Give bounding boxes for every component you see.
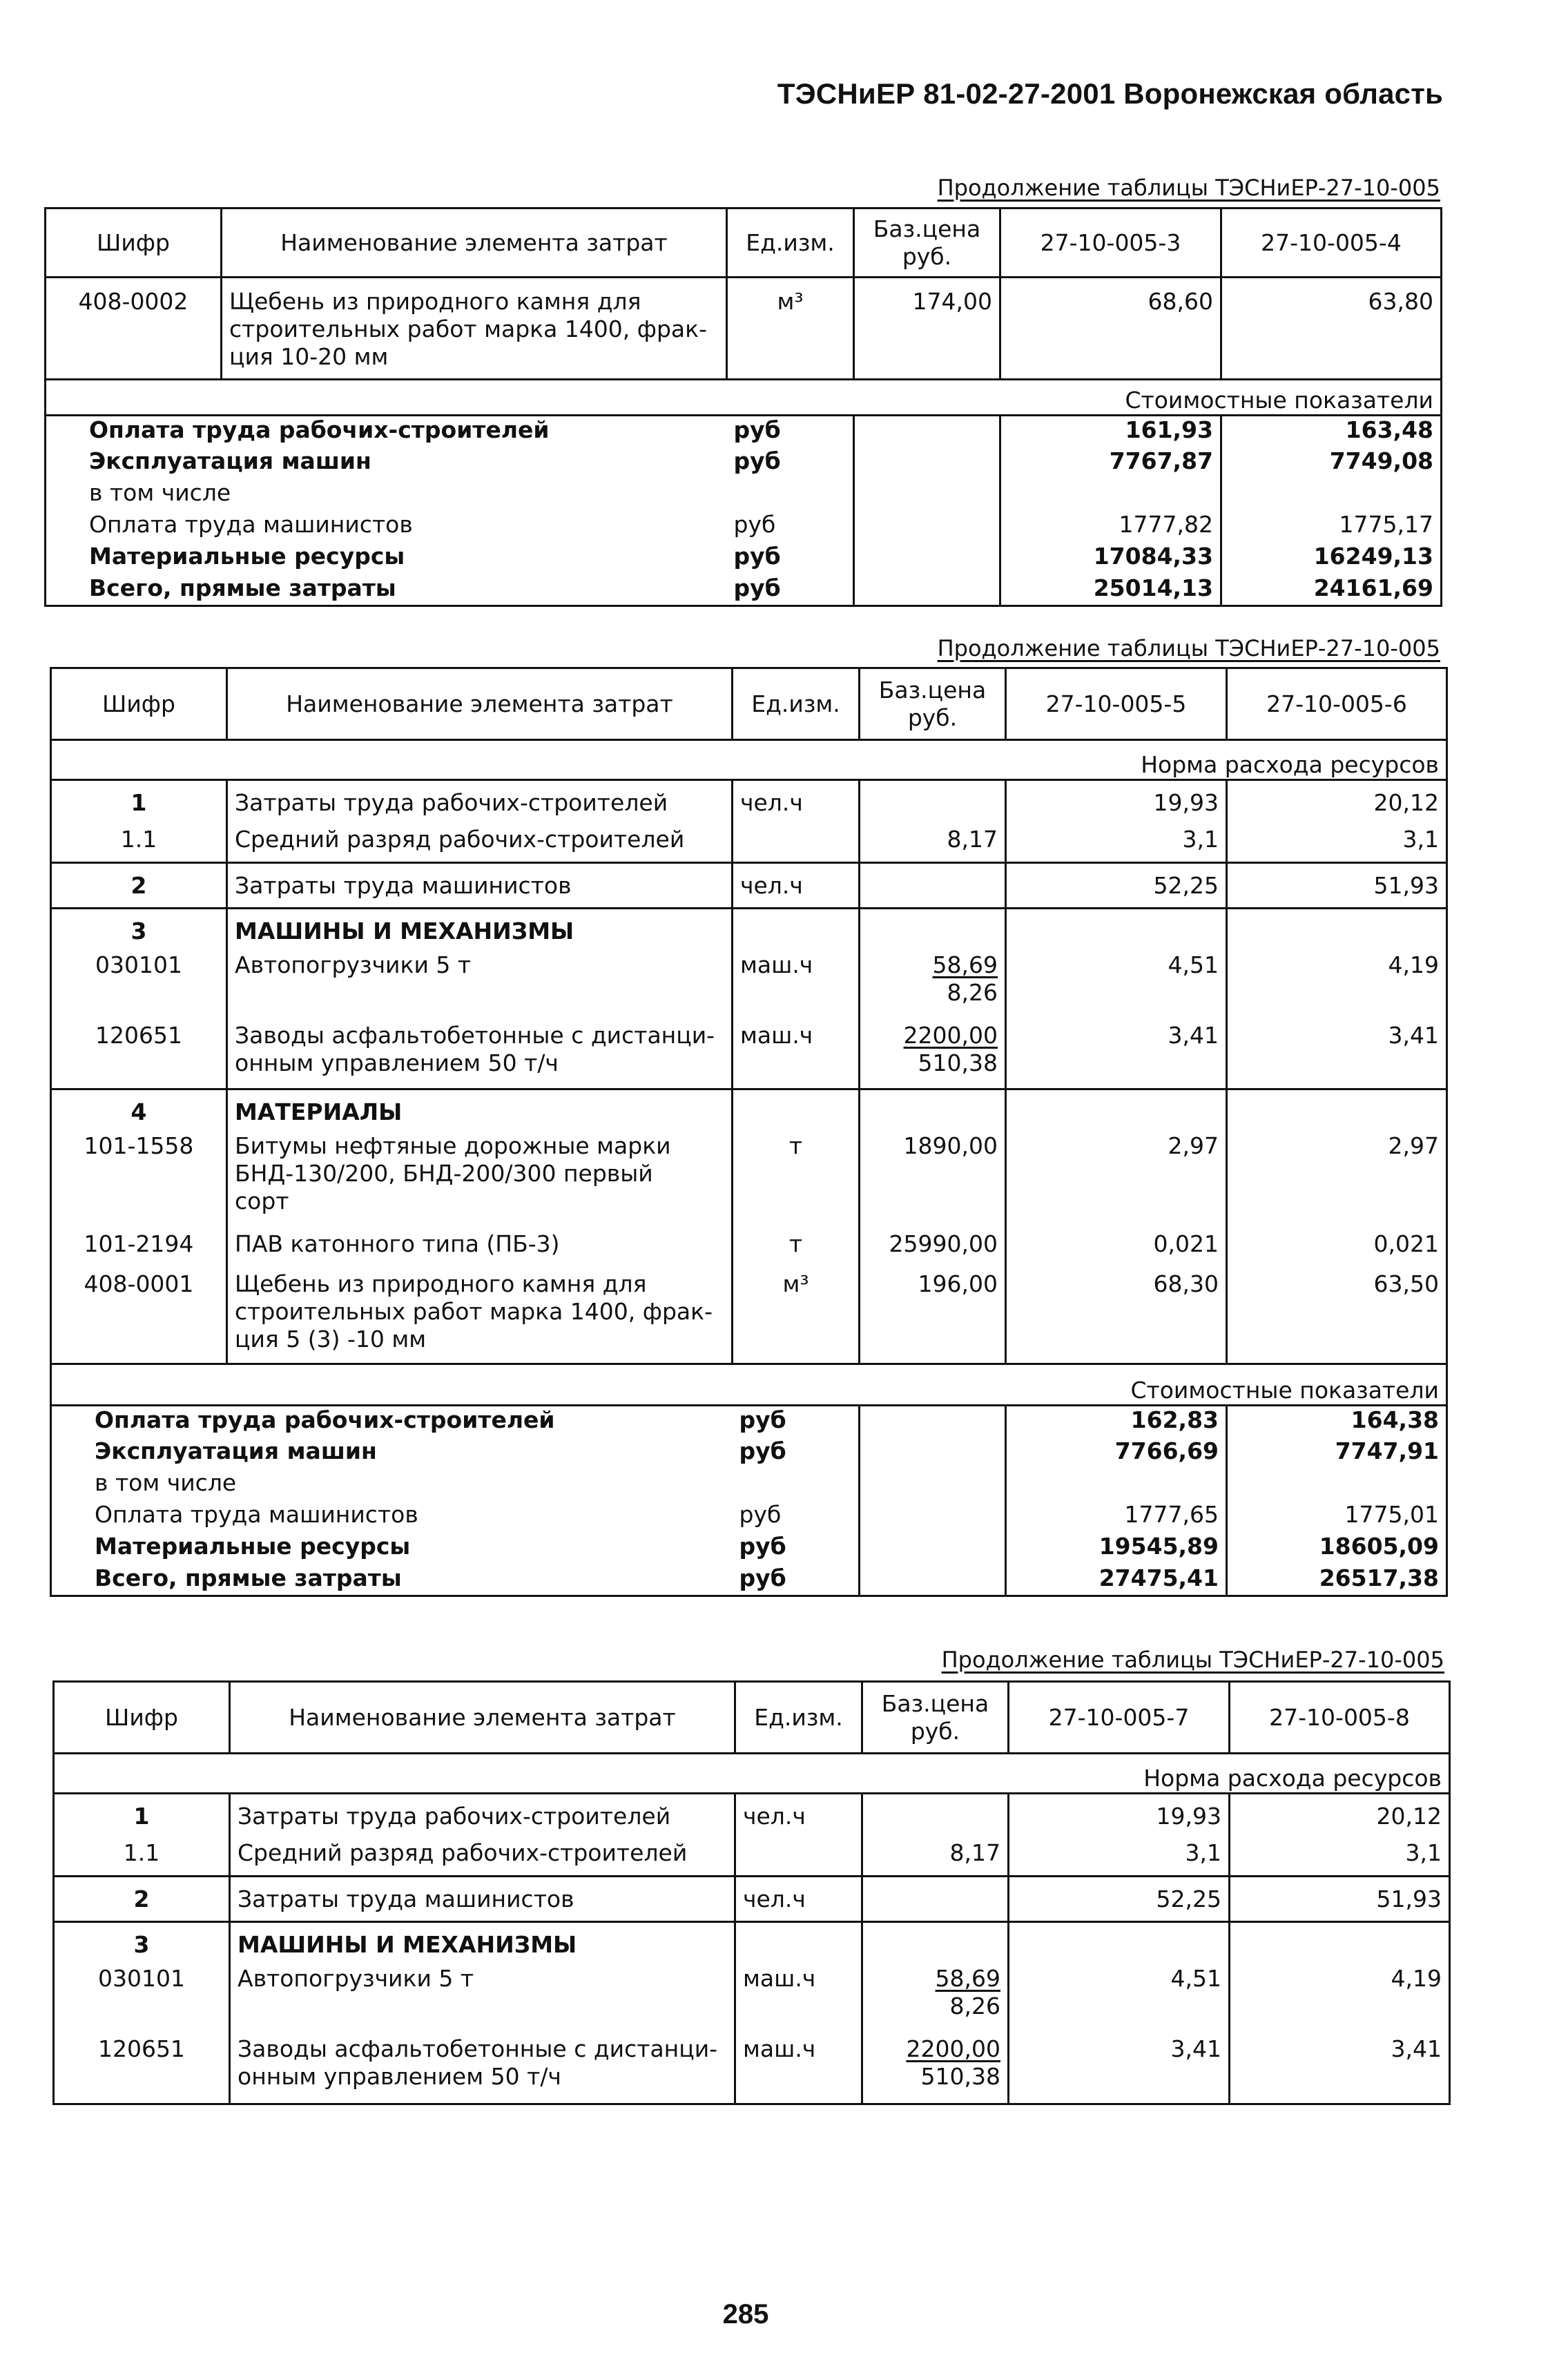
cost-unit: руб	[733, 1437, 860, 1469]
cost-row	[46, 543, 1442, 574]
cost-row	[46, 447, 1442, 479]
cost-row	[51, 1406, 1447, 1437]
cost-empty	[860, 1501, 1006, 1533]
cost-empty	[854, 574, 1000, 606]
cost-unit: руб	[733, 1406, 860, 1437]
col-header-name: Наименование элемента затрат	[227, 668, 733, 740]
cost-value-b: 164,38	[1227, 1406, 1447, 1437]
table-row: 030101 Автопогрузчики 5 т маш.ч 58,69 8,26 4,51 4,19	[51, 951, 1447, 1022]
cost-empty	[854, 416, 1000, 447]
cost-unit: руб	[727, 447, 854, 479]
cost-unit: руб	[727, 574, 854, 606]
cost-rows	[51, 1406, 1447, 1596]
cost-value-b: 7747,91	[1227, 1437, 1447, 1469]
table-row: 2 Затраты труда машинистов чел.ч 52,25 51,93	[51, 863, 1447, 909]
cost-value-a: 7767,87	[1000, 447, 1221, 479]
cost-value-a: 25014,13	[1000, 574, 1221, 606]
table-row: 4 МАТЕРИАЛЫ	[51, 1089, 1447, 1132]
cost-value-a	[1000, 479, 1221, 511]
page-number: 285	[722, 2299, 769, 2329]
cost-value-b	[1221, 479, 1442, 511]
cost-empty	[860, 1406, 1006, 1437]
col-header-unit: Ед.изм.	[727, 209, 854, 278]
col-header-a: 27-10-005-3	[1000, 209, 1221, 278]
section-heading-row: Норма расхода ресурсов	[54, 1754, 1450, 1794]
col-header-unit: Ед.изм.	[735, 1682, 862, 1754]
cost-value-a: 162,83	[1006, 1406, 1227, 1437]
cost-value-a: 19545,89	[1006, 1533, 1227, 1564]
col-header-code: Шифр	[54, 1682, 230, 1754]
cost-value-b: 1775,17	[1221, 511, 1442, 543]
cost-label: Оплата труда машинистов	[51, 1501, 733, 1533]
cost-label: в том числе	[51, 1469, 733, 1501]
cost-value-b: 16249,13	[1221, 543, 1442, 574]
cost-unit: руб	[733, 1533, 860, 1564]
cost-label: Материальные ресурсы	[51, 1533, 733, 1564]
cost-label: Оплата труда рабочих-строителей	[46, 416, 727, 447]
table-row: 2 Затраты труда машинистов чел.ч 52,25 51,93	[54, 1877, 1450, 1922]
cost-value-a: 17084,33	[1000, 543, 1221, 574]
continuation-label-1: Продолжение таблицы ТЭСНиЕР-27-10-005	[937, 175, 1440, 201]
cost-value-b: 18605,09	[1227, 1533, 1447, 1564]
cost-value-a: 7766,69	[1006, 1437, 1227, 1469]
cost-unit: руб	[727, 416, 854, 447]
cost-empty	[854, 479, 1000, 511]
cost-empty	[860, 1564, 1006, 1596]
cost-empty	[854, 543, 1000, 574]
section-heading-row: Стоимостные показатели	[51, 1364, 1447, 1406]
col-header-price: Баз.цена руб.	[860, 668, 1006, 740]
cost-table-3	[52, 1680, 1451, 2105]
cost-label: Материальные ресурсы	[46, 543, 727, 574]
cost-empty	[854, 511, 1000, 543]
table-row: 1.1 Средний разряд рабочих-строителей 8,17 3,1 3,1	[54, 1834, 1450, 1877]
cost-value-a	[1006, 1469, 1227, 1501]
continuation-label-2: Продолжение таблицы ТЭСНиЕР-27-10-005	[937, 635, 1440, 661]
table-header-row	[46, 209, 1442, 278]
col-header-a: 27-10-005-7	[1009, 1682, 1230, 1754]
page-header: ТЭСНиЕР 81-02-27-2001 Воронежская область	[777, 77, 1443, 110]
table-row: 1.1 Средний разряд рабочих-строителей 8,17 3,1 3,1	[51, 820, 1447, 863]
cost-row	[46, 479, 1442, 511]
cost-row	[51, 1437, 1447, 1469]
table-row: 1 Затраты труда рабочих-строителей чел.ч 19,93 20,12	[54, 1794, 1450, 1834]
cost-row	[51, 1533, 1447, 1564]
cost-row	[46, 416, 1442, 447]
cost-value-b: 7749,08	[1221, 447, 1442, 479]
cost-value-a: 161,93	[1000, 416, 1221, 447]
cost-row	[51, 1469, 1447, 1501]
cost-label: Оплата труда рабочих-строителей	[51, 1406, 733, 1437]
table-row: 1 Затраты труда рабочих-строителей чел.ч 19,93 20,12	[51, 780, 1447, 820]
cost-value-b: 1775,01	[1227, 1501, 1447, 1533]
cost-value-a: 1777,65	[1006, 1501, 1227, 1533]
section-heading-row: Стоимостные показатели	[46, 380, 1442, 416]
cost-label: Эксплуатация машин	[46, 447, 727, 479]
table-row: 120651 Заводы асфальтобетонные с дистанци- онным управлением 50 т/ч маш.ч 2200,00 510,38 3,41 3,41	[51, 1022, 1447, 1089]
table-row: 101-2194 ПАВ катонного типа (ПБ-3) т 25990,00 0,021 0,021	[51, 1230, 1447, 1270]
cost-unit: руб	[727, 511, 854, 543]
cost-empty	[860, 1533, 1006, 1564]
cost-value-b: 26517,38	[1227, 1564, 1447, 1596]
cost-unit: руб	[733, 1564, 860, 1596]
cost-label: Всего, прямые затраты	[51, 1564, 733, 1596]
col-header-price: Баз.цена руб.	[854, 209, 1000, 278]
continuation-label-3: Продолжение таблицы ТЭСНиЕР-27-10-005	[941, 1647, 1444, 1673]
cost-value-b: 163,48	[1221, 416, 1442, 447]
cost-table-2	[50, 667, 1448, 1597]
table-row: 3 МАШИНЫ И МЕХАНИЗМЫ	[54, 1922, 1450, 1965]
cost-label: Оплата труда машинистов	[46, 511, 727, 543]
col-header-code: Шифр	[46, 209, 222, 278]
cost-unit: руб	[733, 1501, 860, 1533]
col-header-b: 27-10-005-6	[1227, 668, 1447, 740]
col-header-b: 27-10-005-8	[1230, 1682, 1450, 1754]
table-row: 3 МАШИНЫ И МЕХАНИЗМЫ	[51, 909, 1447, 951]
cost-row	[46, 574, 1442, 606]
cost-empty	[854, 447, 1000, 479]
table-row: 030101 Автопогрузчики 5 т маш.ч 58,69 8,26 4,51 4,19	[54, 1965, 1450, 2035]
col-header-name: Наименование элемента затрат	[230, 1682, 735, 1754]
cost-label: Всего, прямые затраты	[46, 574, 727, 606]
cost-table-1	[44, 207, 1442, 607]
cost-label: Эксплуатация машин	[51, 1437, 733, 1469]
col-header-a: 27-10-005-5	[1006, 668, 1227, 740]
cost-empty	[860, 1469, 1006, 1501]
cost-value-b	[1227, 1469, 1447, 1501]
cost-row	[51, 1564, 1447, 1596]
col-header-b: 27-10-005-4	[1221, 209, 1442, 278]
cost-value-b: 24161,69	[1221, 574, 1442, 606]
cost-value-a: 1777,82	[1000, 511, 1221, 543]
section-heading-row: Норма расхода ресурсов	[51, 740, 1447, 780]
table-row: 408-0002 Щебень из природного камня для строительных работ марка 1400, фрак- ция 10-20 мм м³ 174,00 68,60 63,80	[46, 278, 1442, 380]
table-row: 101-1558 Битумы нефтяные дорожные марки БНД-130/200, БНД-200/300 первый сорт т 1890,00 2,97 2,97	[51, 1132, 1447, 1230]
cost-row	[51, 1501, 1447, 1533]
table-row: 408-0001 Щебень из природного камня для строительных работ марка 1400, фрак- ция 5 (3) -10 мм м³ 196,00 68,30 63,50	[51, 1270, 1447, 1364]
col-header-price: Баз.цена руб.	[862, 1682, 1009, 1754]
cost-value-a: 27475,41	[1006, 1564, 1227, 1596]
col-header-unit: Ед.изм.	[733, 668, 860, 740]
cost-unit: руб	[727, 543, 854, 574]
table-header-row	[51, 668, 1447, 740]
cost-row	[46, 511, 1442, 543]
col-header-code: Шифр	[51, 668, 227, 740]
cost-empty	[860, 1437, 1006, 1469]
cost-label: в том числе	[46, 479, 727, 511]
col-header-name: Наименование элемента затрат	[222, 209, 727, 278]
cost-unit	[727, 479, 854, 511]
table-row: 120651 Заводы асфальтобетонные с дистанци- онным управлением 50 т/ч маш.ч 2200,00 510,38 3,41 3,41	[54, 2035, 1450, 2104]
table-header-row	[54, 1682, 1450, 1754]
cost-rows	[46, 416, 1442, 606]
cost-unit	[733, 1469, 860, 1501]
